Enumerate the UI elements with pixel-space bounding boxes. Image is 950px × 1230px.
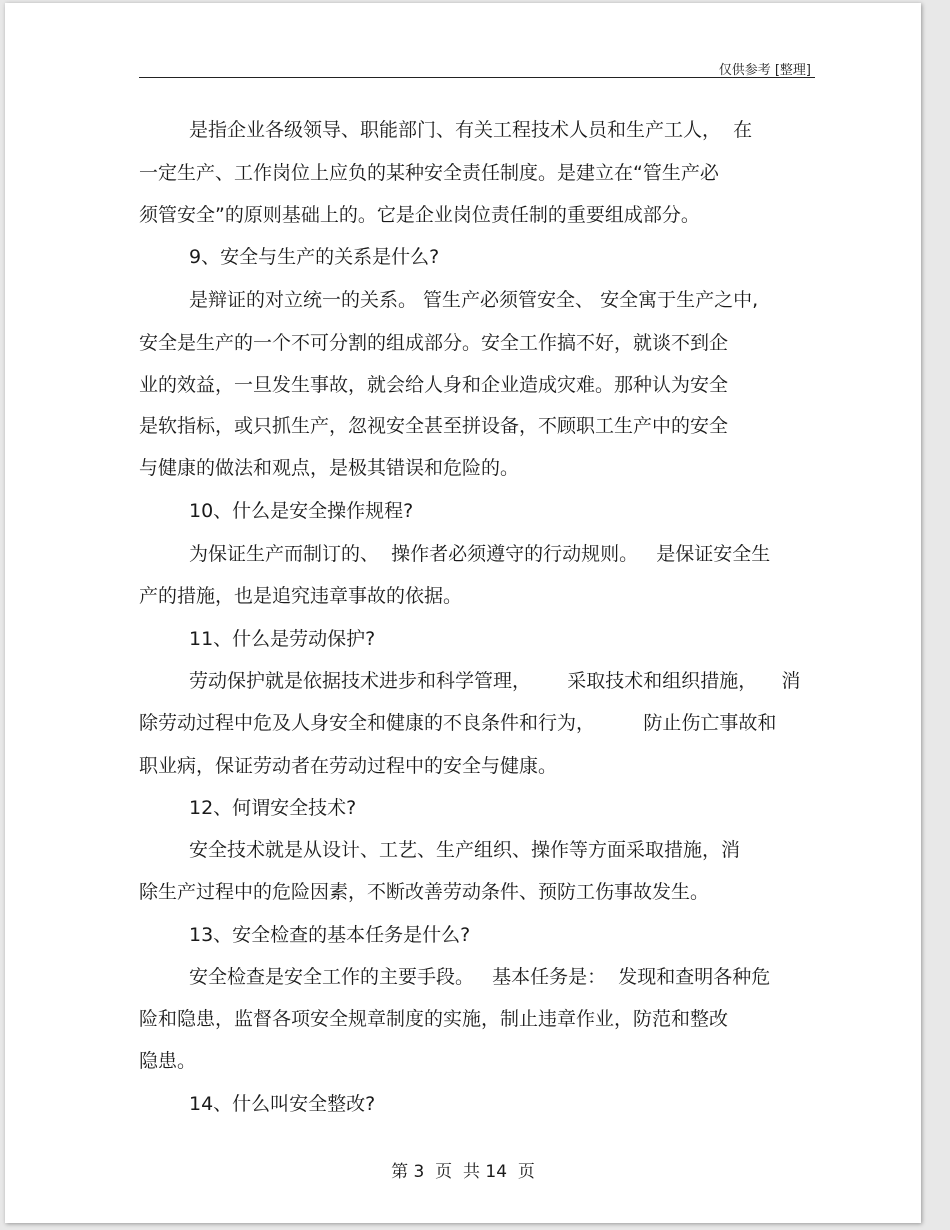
question-heading: 10、什么是安全操作规程?: [189, 500, 414, 522]
page-number-footer: 第 3 页 共 14 页: [391, 1162, 535, 1182]
paragraph-line: 除劳动过程中危及人身安全和健康的不良条件和行为， 防止伤亡事故和: [139, 712, 777, 734]
paragraph-line: 险和隐患，监督各项安全规章制度的实施，制止违章作业，防范和整改: [139, 1008, 729, 1030]
question-heading: 11、什么是劳动保护?: [189, 628, 376, 650]
paragraph-line: 与健康的做法和观点，是极其错误和危险的。: [139, 457, 520, 479]
paragraph-line: 是软指标，或只抓生产，忽视安全甚至拼设备，不顾职工生产中的安全: [139, 415, 729, 437]
header-note: 仅供参考 [整理]: [718, 63, 811, 78]
paragraph-line: 业的效益，一旦发生事故，就会给人身和企业造成灾难。那种认为安全: [139, 374, 729, 396]
question-heading: 9、安全与生产的关系是什么?: [189, 246, 440, 268]
question-heading: 13、安全检查的基本任务是什么?: [189, 924, 471, 946]
paragraph-line: 安全是生产的一个不可分割的组成部分。安全工作搞不好，就谈不到企: [139, 332, 729, 354]
paragraph-line: 安全技术就是从设计、工艺、生产组织、操作等方面采取措施，消: [189, 839, 741, 861]
paragraph-line: 除生产过程中的危险因素，不断改善劳动条件、预防工伤事故发生。: [139, 881, 710, 903]
paragraph-line: 安全检查是安全工作的主要手段。 基本任务是： 发现和查明各种危: [189, 966, 771, 988]
header-rule: [139, 77, 815, 78]
paragraph-line: 隐患。: [139, 1050, 197, 1072]
document-page: [5, 3, 921, 1223]
question-heading: 14、什么叫安全整改?: [189, 1093, 376, 1115]
paragraph-line: 是指企业各级领导、职能部门、有关工程技术人员和生产工人， 在: [189, 119, 753, 141]
paragraph-line: 职业病，保证劳动者在劳动过程中的安全与健康。: [139, 755, 558, 777]
question-heading: 12、何谓安全技术?: [189, 797, 357, 819]
paragraph-line: 劳动保护就是依据技术进步和科学管理， 采取技术和组织措施， 消: [189, 670, 801, 692]
paragraph-line: 产的措施，也是追究违章事故的依据。: [139, 585, 463, 607]
paragraph-line: 须管安全”的原则基础上的。它是企业岗位责任制的重要组成部分。: [139, 204, 700, 226]
paragraph-line: 一定生产、工作岗位上应负的某种安全责任制度。是建立在“管生产必: [139, 162, 719, 184]
paragraph-line: 是辩证的对立统一的关系。 管生产必须管安全、 安全寓于生产之中,: [189, 289, 759, 311]
paragraph-line: 为保证生产而制订的、 操作者必须遵守的行动规则。 是保证安全生: [189, 543, 771, 565]
